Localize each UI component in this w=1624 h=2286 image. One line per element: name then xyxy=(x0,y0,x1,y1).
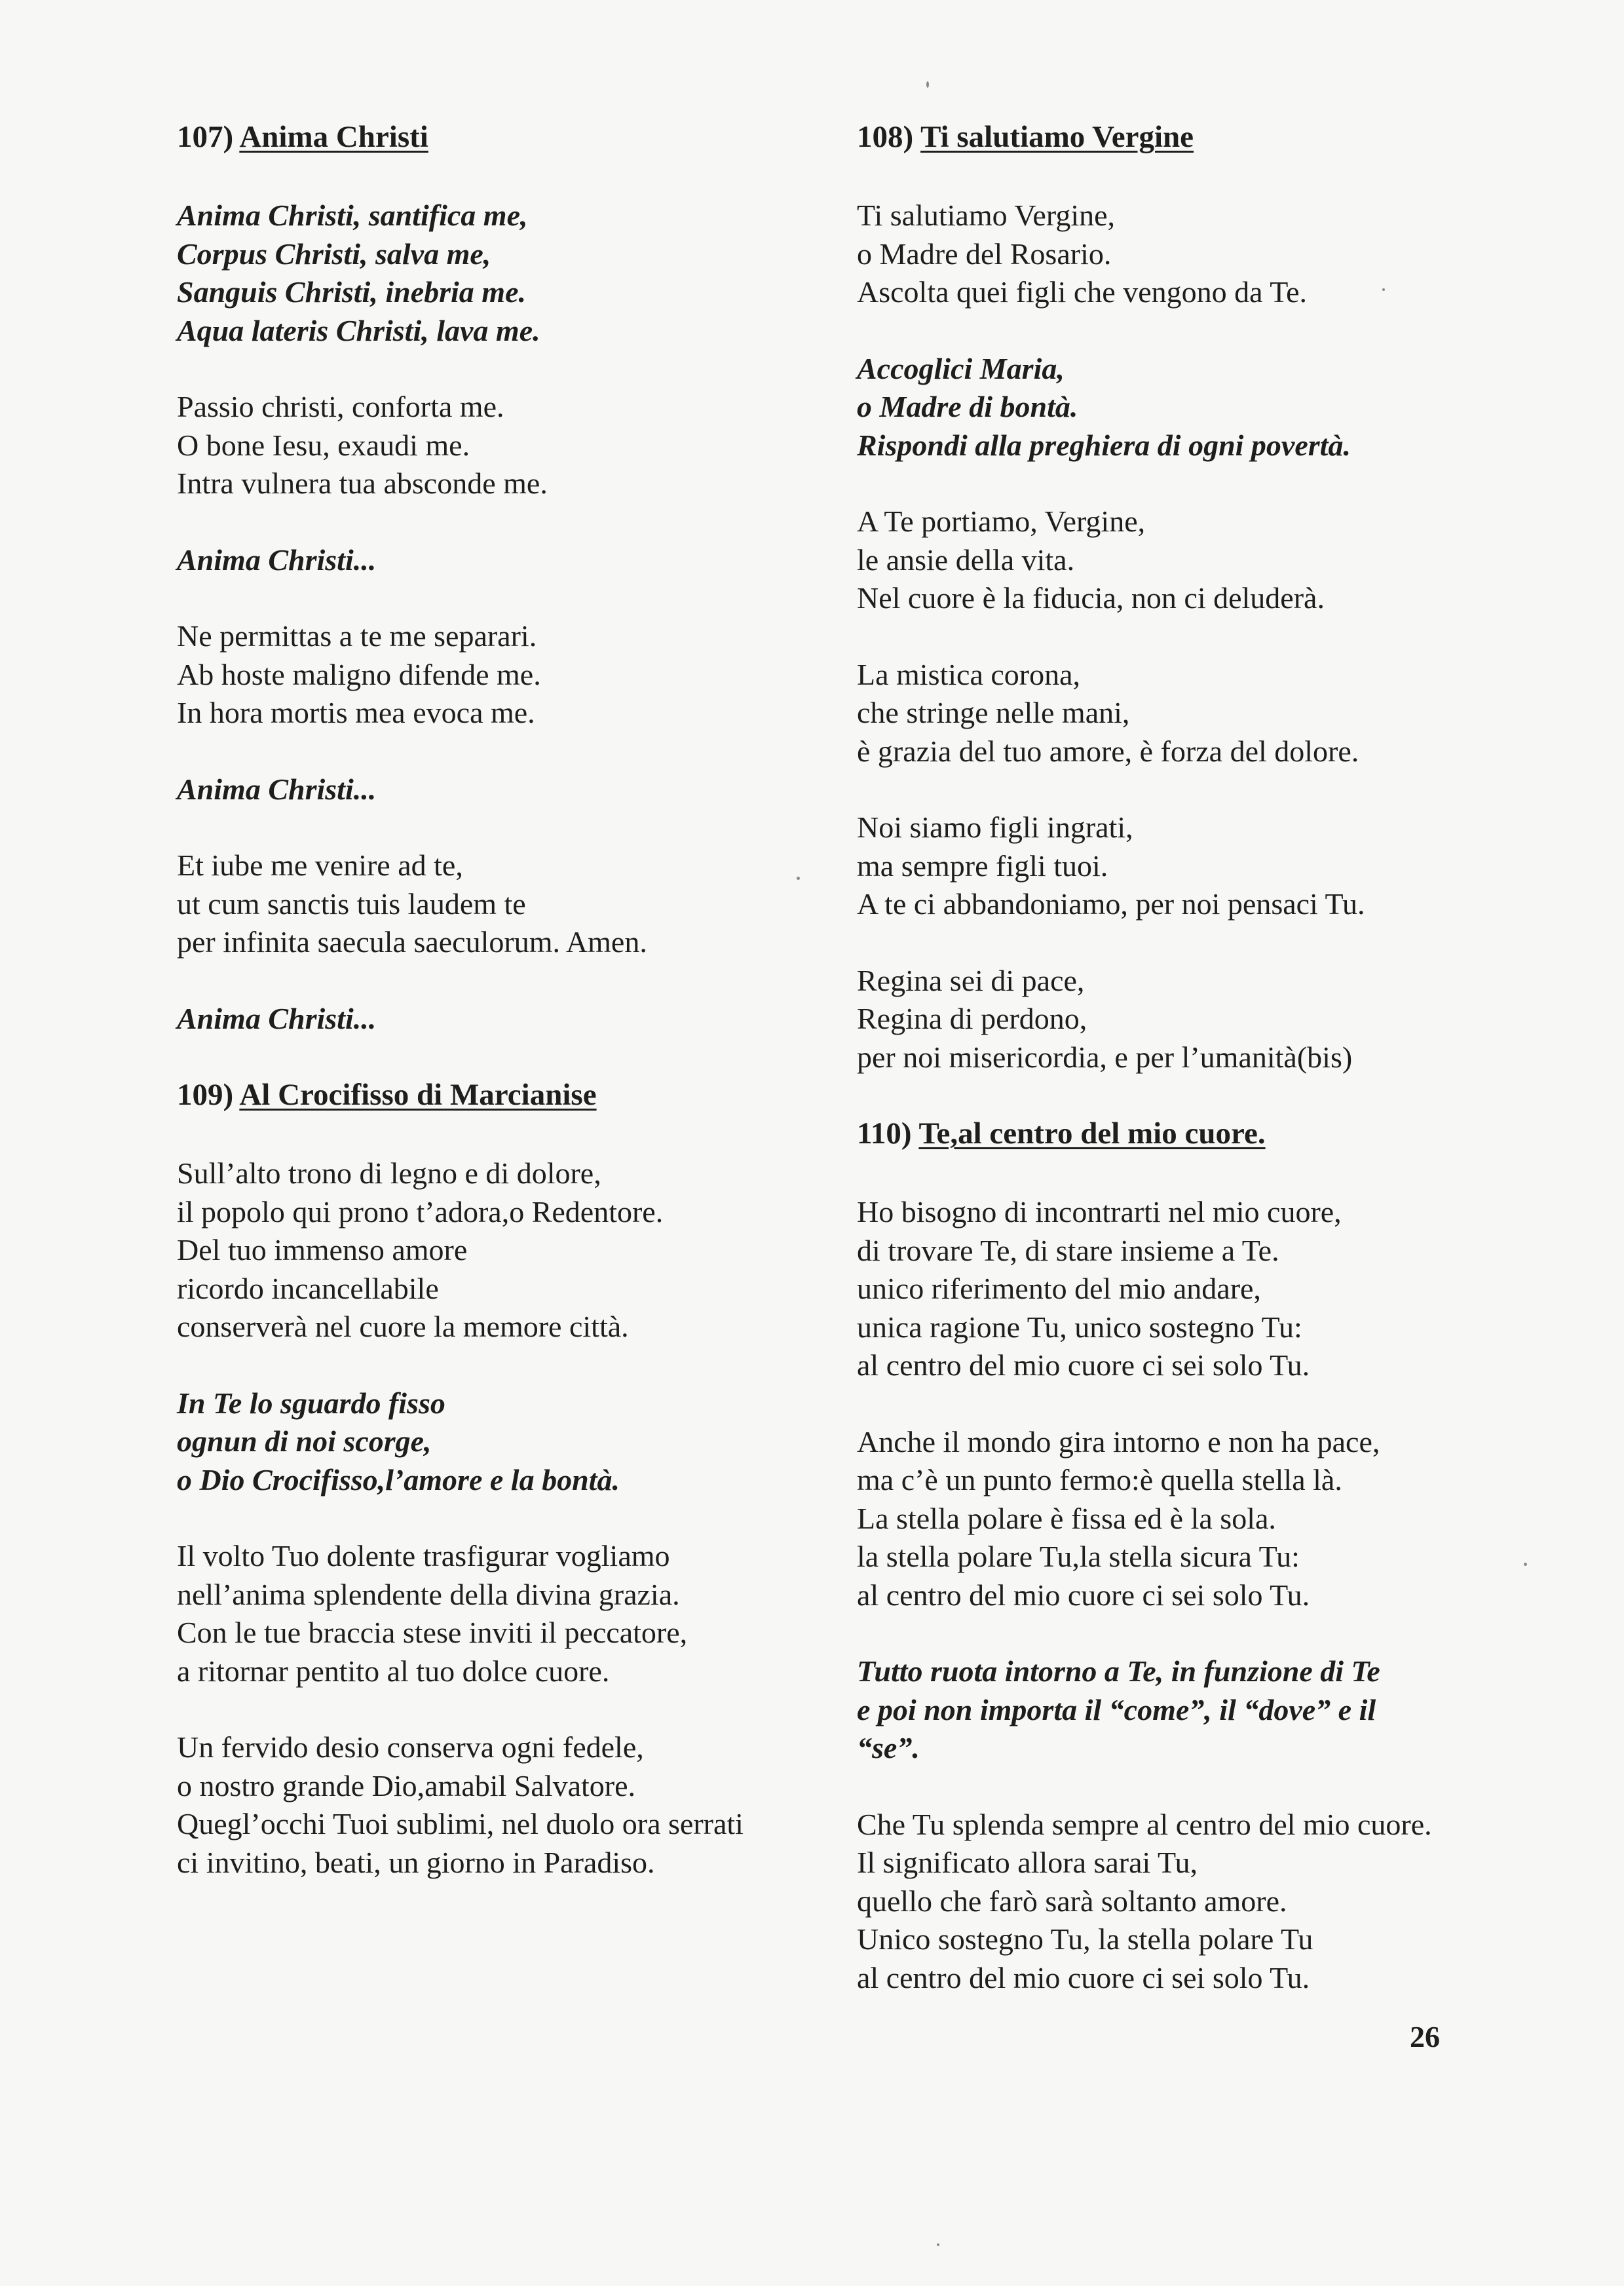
lyric-line: Il volto Tuo dolente trasfigurar vogliamo xyxy=(177,1539,670,1572)
lyric-line: Ab hoste maligno difende me. xyxy=(177,657,541,691)
song-al-crocifisso-di-marcianise xyxy=(177,1076,832,1882)
lyric-line: unica ragione Tu, unico sostegno Tu: xyxy=(857,1310,1302,1344)
lyric-line: ma c’è un punto fermo:è quella stella là. xyxy=(857,1463,1342,1496)
verse-stanza xyxy=(857,503,1564,618)
right-column xyxy=(857,118,1564,2035)
verse-stanza xyxy=(857,1423,1564,1615)
song-ti-salutiamo-vergine xyxy=(857,118,1564,1076)
lyric-line: In hora mortis mea evoca me. xyxy=(177,696,535,729)
page-number: 26 xyxy=(1410,2020,1440,2053)
refrain-stanza xyxy=(857,1652,1564,1768)
lyric-line: la stella polare Tu,la stella sicura Tu: xyxy=(857,1540,1300,1573)
lyric-line: Noi siamo figli ingrati, xyxy=(857,810,1133,844)
lyric-line: Il significato allora sarai Tu, xyxy=(857,1846,1198,1879)
verse-stanza xyxy=(857,1806,1564,1998)
lyric-line: Anima Christi... xyxy=(177,772,377,806)
refrain-stanza xyxy=(177,1000,832,1038)
verse-stanza xyxy=(857,962,1564,1077)
song-anima-christi xyxy=(177,118,832,1038)
lyric-line: o nostro grande Dio,amabil Salvatore. xyxy=(177,1768,636,1802)
lyric-line: il popolo qui prono t’adora,o Redentore. xyxy=(177,1194,664,1229)
song-title: Ti salutiamo Vergine xyxy=(920,120,1194,154)
song-title: Al Crocifisso di Marcianise xyxy=(239,1078,597,1112)
lyric-line: o Madre di bontà. xyxy=(857,390,1078,423)
refrain-stanza xyxy=(177,771,832,809)
lyric-line: Passio christi, conforta me. xyxy=(177,390,504,423)
lyric-line: Anche il mondo gira intorno e non ha pace, xyxy=(857,1424,1380,1458)
lyric-line: O bone Iesu, exaudi me. xyxy=(177,428,470,462)
lyric-line: A te ci abbandoniamo, per noi pensaci Tu. xyxy=(857,887,1365,921)
lyric-line: al centro del mio cuore ci sei solo Tu. xyxy=(857,1348,1310,1382)
lyric-line: è grazia del tuo amore, è forza del dolore. xyxy=(857,734,1359,768)
lyric-line: A Te portiamo, Vergine, xyxy=(857,505,1146,538)
verse-stanza xyxy=(177,1154,832,1346)
lyric-line: Intra vulnera tua absconde me. xyxy=(177,467,548,500)
lyric-line: per noi misericordia, e per l’umanità(bis) xyxy=(857,1040,1353,1074)
verse-stanza xyxy=(177,847,832,962)
lyric-line: ut cum sanctis tuis laudem te xyxy=(177,886,526,921)
lyric-line: Con le tue braccia stese inviti il peccatore, xyxy=(177,1616,688,1649)
lyric-line: Un fervido desio conserva ogni fedele, xyxy=(177,1730,644,1764)
verse-stanza xyxy=(177,617,832,733)
song-title: Anima Christi xyxy=(239,120,428,154)
lyric-line: per infinita saecula saeculorum. Amen. xyxy=(177,925,647,959)
lyric-line: quello che farò sarà soltanto amore. xyxy=(857,1884,1287,1918)
lyric-line: e poi non importa il “come”, il “dove” e il xyxy=(857,1692,1376,1726)
lyric-line: le ansie della vita. xyxy=(857,543,1075,577)
lyric-line: nell’anima splendente della divina grazia. xyxy=(177,1577,680,1611)
song-title: Te,al centro del mio cuore. xyxy=(918,1116,1266,1151)
lyric-line: unico riferimento del mio andare, xyxy=(857,1272,1261,1305)
paper-speck xyxy=(1382,288,1385,291)
lyric-line: Sull’alto trono di legno e di dolore, xyxy=(177,1156,601,1190)
paper-speck xyxy=(797,877,800,880)
lyric-line: Anima Christi... xyxy=(177,1001,377,1035)
lyric-line: che stringe nelle mani, xyxy=(857,696,1130,729)
lyric-line: o Dio Crocifisso,l’amore e la bontà. xyxy=(177,1462,620,1496)
lyric-line: Tutto ruota intorno a Te, in funzione di Te xyxy=(857,1654,1380,1688)
lyric-line: In Te lo sguardo fisso xyxy=(177,1386,445,1420)
lyric-line: Che Tu splenda sempre al centro del mio cuore. xyxy=(857,1807,1432,1841)
lyric-line: La mistica corona, xyxy=(857,657,1081,691)
lyric-line: Nel cuore è la fiducia, non ci deluderà. xyxy=(857,581,1325,615)
refrain-stanza xyxy=(857,350,1564,465)
refrain-stanza xyxy=(177,1384,832,1500)
lyric-line: La stella polare è fissa ed è la sola. xyxy=(857,1501,1276,1535)
lyric-line: Sanguis Christi, inebria me. xyxy=(177,275,526,309)
lyric-line: al centro del mio cuore ci sei solo Tu. xyxy=(857,1960,1310,1994)
lyric-line: ognun di noi scorge, xyxy=(177,1424,432,1458)
verse-stanza xyxy=(177,388,832,503)
lyric-line: Del tuo immenso amore xyxy=(177,1233,468,1267)
paper-speck xyxy=(926,81,929,88)
lyric-line: ci invitino, beati, un giorno in Paradiso. xyxy=(177,1845,655,1879)
verse-stanza xyxy=(177,1537,832,1690)
song-heading xyxy=(177,1076,832,1114)
verse-stanza xyxy=(857,809,1564,924)
lyric-line: Rispondi alla preghiera di ogni povertà. xyxy=(857,428,1351,462)
song-number: 107) xyxy=(177,120,234,154)
lyric-line: di trovare Te, di stare insieme a Te. xyxy=(857,1233,1279,1267)
song-heading xyxy=(177,118,832,156)
song-heading xyxy=(857,1114,1564,1153)
lyric-line: Regina sei di pace, xyxy=(857,963,1085,997)
left-column xyxy=(177,118,832,1920)
lyric-line: Anima Christi, santifica me, xyxy=(177,199,528,232)
song-number: 108) xyxy=(857,120,914,154)
verse-stanza xyxy=(857,1193,1564,1385)
lyric-line: Regina di perdono, xyxy=(857,1002,1087,1035)
paper-speck xyxy=(937,2243,939,2246)
verse-stanza xyxy=(857,197,1564,312)
lyric-line: Ne permittas a te me separari. xyxy=(177,619,537,653)
lyric-line: ma sempre figli tuoi. xyxy=(857,848,1108,883)
lyric-line: Et iube me venire ad te, xyxy=(177,848,463,882)
lyric-line: Unico sostegno Tu, la stella polare Tu xyxy=(857,1922,1313,1956)
lyric-line: “se”. xyxy=(857,1731,920,1764)
song-te-al-centro-del-mio-cuore xyxy=(857,1114,1564,1997)
song-number: 110) xyxy=(857,1116,912,1151)
lyric-line: Ho bisogno di incontrarti nel mio cuore, xyxy=(857,1195,1342,1229)
paper-speck xyxy=(1524,1563,1527,1566)
verse-stanza xyxy=(177,1728,832,1882)
verse-stanza xyxy=(857,656,1564,771)
lyric-line: conserverà nel cuore la memore città. xyxy=(177,1310,629,1343)
refrain-stanza xyxy=(177,197,832,350)
lyric-line: Ti salutiamo Vergine, xyxy=(857,199,1116,232)
song-heading xyxy=(857,118,1564,156)
lyric-line: o Madre del Rosario. xyxy=(857,237,1112,271)
lyric-line: Corpus Christi, salva me, xyxy=(177,237,491,271)
lyric-line: Accoglici Maria, xyxy=(857,351,1065,385)
lyric-line: Quegl’occhi Tuoi sublimi, nel duolo ora serrati xyxy=(177,1807,744,1840)
lyric-line: ricordo incancellabile xyxy=(177,1271,439,1305)
lyric-line: a ritornar pentito al tuo dolce cuore. xyxy=(177,1654,610,1688)
refrain-stanza xyxy=(177,541,832,580)
lyric-line: Anima Christi... xyxy=(177,543,377,577)
lyric-line: Ascolta quei figli che vengono da Te. xyxy=(857,275,1308,309)
song-number: 109) xyxy=(177,1078,234,1112)
lyric-line: al centro del mio cuore ci sei solo Tu. xyxy=(857,1578,1310,1612)
lyric-line: Aqua lateris Christi, lava me. xyxy=(177,313,540,347)
